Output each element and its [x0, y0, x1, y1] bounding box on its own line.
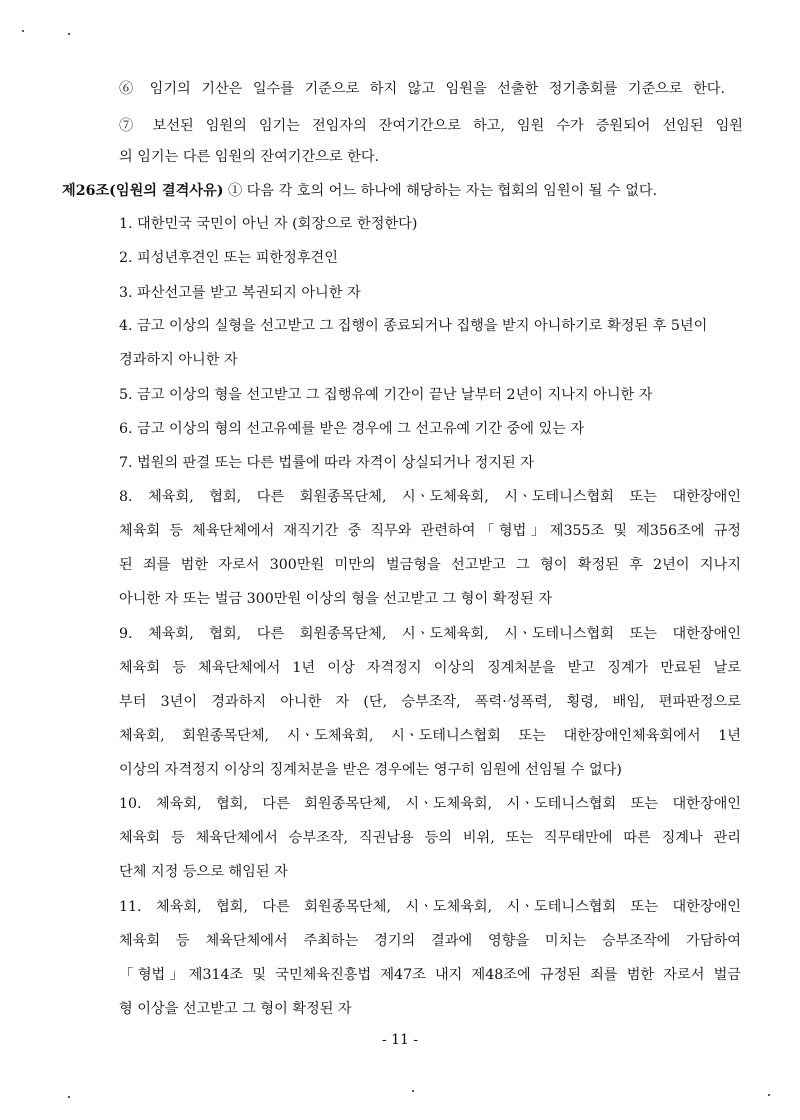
list-item-continuation: 이상의 자격정지 이상의 징계처분을 받은 경우에는 영구히 임원에 선임될 수 없다): [119, 762, 622, 778]
list-item: 11. 체육회, 협회, 다른 회원종목단체, 시ㆍ도체육회, 시ㆍ도테니스협회 또는 대한장애인: [119, 899, 741, 915]
paragraph-term-filling-line2: 의 임기는 다른 임원의 잔여기간으로 한다.: [119, 149, 380, 165]
list-item: 5. 금고 이상의 형을 선고받고 그 집행유예 기간이 끝난 날부터 2년이 지나지 아니한 자: [119, 387, 653, 403]
article-heading: 제26조(임원의 결격사유): [62, 183, 224, 199]
scan-speck: [412, 1090, 414, 1092]
article-26-heading-line: [62, 181, 657, 201]
list-item: 7. 법원의 판결 또는 다른 법률에 따라 자격이 상실되거나 정지된 자: [119, 455, 534, 471]
list-item-continuation: 「형법」제314조 및 국민체육진흥법 제47조 내지 제48조에 규정된 죄를 범한 자로서 벌금: [119, 967, 741, 983]
list-item-continuation: 단체 지정 등으로 해임된 자: [119, 864, 288, 880]
scan-speck: [22, 30, 24, 32]
list-item: 3. 파산선고를 받고 복권되지 아니한 자: [119, 285, 361, 301]
page-number: - 11 -: [381, 1032, 419, 1048]
list-item: 8. 체육회, 협회, 다른 회원종목단체, 시ㆍ도체육회, 시ㆍ도테니스협회 또는 대한장애인: [119, 489, 741, 505]
paragraph-term-start: ⑥ 임기의 기산은 일수를 기준으로 하지 않고 임원을 선출한 정기총회를 기준으로 한다.: [119, 81, 725, 97]
list-item: 1. 대한민국 국민이 아닌 자 (회장으로 한정한다): [119, 216, 418, 232]
list-item-continuation: 체육회 등 체육단체에서 재직기간 중 직무와 관련하여「형법」제355조 및 제356조에 규정: [119, 523, 741, 539]
article-intro: ① 다음 각 호의 어느 하나에 해당하는 자는 협회의 임원이 될 수 없다.: [223, 183, 658, 199]
list-item-continuation: 형 이상을 선고받고 그 형이 확정된 자: [119, 1001, 352, 1017]
list-item: 10. 체육회, 협회, 다른 회원종목단체, 시ㆍ도체육회, 시ㆍ도테니스협회 또는 대한장애인: [119, 796, 741, 812]
list-item: 6. 금고 이상의 형의 선고유예를 받은 경우에 그 선고유예 기간 중에 있는 자: [119, 421, 585, 437]
list-item-continuation: 된 죄를 범한 자로서 300만원 미만의 벌금형을 선고받고 그 형이 확정된 후 2년이 지나지: [119, 557, 741, 573]
list-item-continuation: 아니한 자 또는 벌금 300만원 이상의 형을 선고받고 그 형이 확정된 자: [119, 591, 553, 607]
list-item-continuation: 체육회 등 체육단체에서 1년 이상 자격정지 이상의 징계처분을 받고 징계가 만료된 날로: [119, 660, 741, 676]
scan-speck: [68, 33, 70, 35]
list-item-continuation: 경과하지 아니한 자: [119, 352, 238, 368]
list-item: 4. 금고 이상의 실형을 선고받고 그 집행이 종료되거나 집행을 받지 아니하기로 확정된 후 5년이: [119, 318, 708, 334]
list-item-continuation: 체육회 등 체육단체에서 주최하는 경기의 결과에 영향을 미치는 승부조작에 가담하여: [119, 933, 741, 949]
list-item: 9. 체육회, 협회, 다른 회원종목단체, 시ㆍ도체육회, 시ㆍ도테니스협회 또는 대한장애인: [119, 626, 741, 642]
list-item: 2. 피성년후견인 또는 피한정후견인: [119, 250, 338, 266]
scan-speck: [768, 1094, 770, 1096]
list-item-continuation: 체육회 등 체육단체에서 승부조작, 직권남용 등의 비위, 또는 직무태만에 따른 징계나 관리: [119, 830, 741, 846]
paragraph-term-filling-line1: ⑦ 보선된 임원의 임기는 전임자의 잔여기간으로 하고, 임원 수가 증원되어 선임된 임원: [119, 118, 743, 134]
list-item-continuation: 체육회, 회원종목단체, 시ㆍ도체육회, 시ㆍ도테니스협회 또는 대한장애인체육회에서 1년: [119, 728, 741, 744]
list-item-continuation: 부터 3년이 경과하지 아니한 자 (단, 승부조작, 폭력·성폭력, 횡령, 배임, 편파판정으로: [119, 694, 741, 710]
scan-speck: [68, 1096, 70, 1098]
